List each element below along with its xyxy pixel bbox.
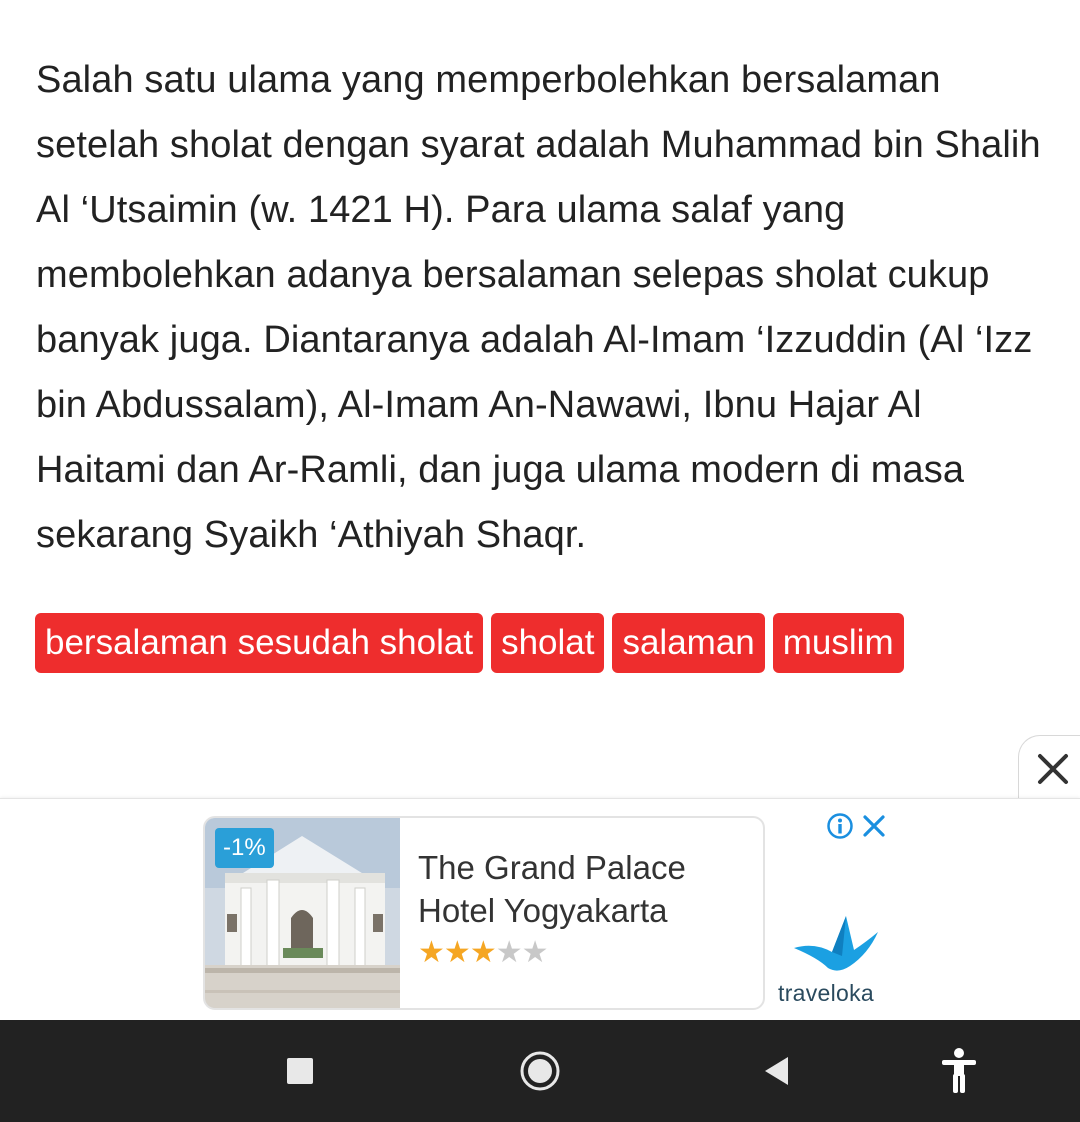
star-rating xyxy=(418,936,548,970)
ad-dismiss-icon[interactable] xyxy=(860,812,888,840)
recents-button[interactable] xyxy=(275,1046,325,1096)
ad-close-button[interactable] xyxy=(1018,735,1080,801)
star-icon: ★ xyxy=(521,936,548,969)
system-navigation-bar xyxy=(0,1020,1080,1122)
discount-badge: -1% xyxy=(215,828,274,868)
adchoices-info-icon[interactable] xyxy=(826,812,854,840)
tag-list xyxy=(35,613,904,673)
hotel-image xyxy=(205,818,400,1008)
tag-muslim[interactable]: muslim xyxy=(773,613,904,673)
star-icon: ★ xyxy=(495,936,522,969)
tag-sholat[interactable]: sholat xyxy=(491,613,604,673)
star-icon: ★ xyxy=(418,936,444,969)
close-icon xyxy=(1035,751,1071,787)
adchoices[interactable] xyxy=(826,812,888,840)
article-body xyxy=(36,48,1056,568)
star-icon: ★ xyxy=(443,936,470,969)
ad-card[interactable] xyxy=(203,816,765,1010)
back-button[interactable] xyxy=(752,1046,802,1096)
article-paragraph: Salah satu ulama yang memperbolehkan bersalaman setelah sholat dengan syarat adalah Muhammad bin Shalih Al ‘Utsaimin (w. 1421 H). Para ulama salaf yang membolehkan adanya bersalaman selepas sholat cukup banyak juga. Diantaranya adalah Al-Imam ‘Izzuddin (Al ‘Izz bin Abdussalam), Al-Imam An-Nawawi, Ibnu Hajar Al Haitami dan Ar-Ramli, dan juga ulama modern di masa sekarang Syaikh ‘Athiyah Shaqr. xyxy=(36,59,1041,556)
tag-bersalaman-sesudah-sholat[interactable]: bersalaman sesudah sholat xyxy=(35,613,483,673)
ad-title: The Grand Palace Hotel Yogyakarta xyxy=(418,849,686,929)
brand-name: traveloka xyxy=(778,980,875,1006)
home-circle-icon xyxy=(519,1050,561,1092)
advertiser-brand[interactable] xyxy=(778,908,888,1008)
tag-salaman[interactable]: salaman xyxy=(612,613,764,673)
recents-square-icon xyxy=(286,1057,314,1085)
accessibility-icon xyxy=(939,1047,979,1095)
star-icon: ★ xyxy=(469,936,496,969)
accessibility-button[interactable] xyxy=(934,1046,984,1096)
back-triangle-icon xyxy=(762,1055,792,1087)
home-button[interactable] xyxy=(515,1046,565,1096)
traveloka-bird-logo xyxy=(788,908,878,978)
